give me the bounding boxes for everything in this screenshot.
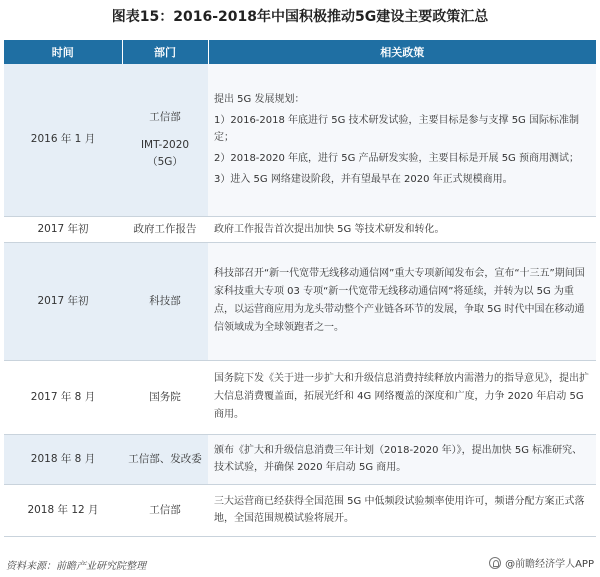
cell-policy: 政府工作报告首次提出加快 5G 等技术研发和转化。 (208, 216, 596, 242)
source-note: 资料来源：前瞻产业研究院整理 (6, 561, 146, 572)
cell-time: 2017 年 8 月 (4, 360, 122, 434)
cell-department: 工信部 (122, 484, 208, 536)
header-time: 时间 (4, 40, 122, 64)
dept-line: 工信部 (149, 111, 181, 123)
brand-label: @前瞻经济学人APP (505, 559, 594, 570)
cell-policy: 国务院下发《关于进一步扩大和升级信息消费持续释放内需潜力的指导意见》，提出扩大信息消费覆盖面，拓展光纤和 4G 网络覆盖的深度和广度，力争 2020 年启动 5G 商用。 (208, 360, 596, 434)
cell-time: 2018 年 8 月 (4, 434, 122, 484)
policy-table (4, 40, 596, 537)
header-policy: 相关政策 (208, 40, 596, 64)
cell-policy: 科技部召开“新一代宽带无线移动通信网”重大专项新闻发布会，宣布“十三五”期间国家科技重大专项 03 专项“新一代宽带无线移动通信网”将延续，并转为以 5G 为重点，以运营商应用为龙头带动整个产业链各环节的发展，争取 5G 时代中国在移动通信领域成为全球领跑者之一。 (208, 242, 596, 360)
policy-line: 2）2018-2020 年底，进行 5G 产品研发实验，主要目标是开展 5G 预商用测试； (214, 153, 579, 165)
qianzhan-logo-icon (489, 557, 501, 569)
cell-policy: 颁布《扩大和升级信息消费三年计划（2018-2020 年）》，提出加快 5G 标准研究、技术试验，并确保 2020 年启动 5G 商用。 (208, 434, 596, 484)
table-row (4, 216, 596, 242)
policy-line: 3）进入 5G 网络建设阶段，并有望最早在 2020 年正式规模商用。 (214, 174, 513, 186)
cell-time: 2017 年初 (4, 242, 122, 360)
table-row (4, 242, 596, 360)
cell-department (122, 64, 208, 216)
cell-time: 2017 年初 (4, 216, 122, 242)
cell-department: 政府工作报告 (122, 216, 208, 242)
table-row (4, 64, 596, 216)
cell-department: 工信部、发改委 (122, 434, 208, 484)
table-row (4, 434, 596, 484)
brand-watermark (489, 555, 594, 570)
chart-title: 图表15：2016-2018年中国积极推动5G建设主要政策汇总 (111, 9, 489, 25)
table-row (4, 484, 596, 536)
cell-policy (208, 64, 596, 216)
cell-department: 国务院 (122, 360, 208, 434)
table-header-row (4, 40, 596, 64)
policy-line: 1）2016-2018 年底进行 5G 技术研发试验，主要目标是参与支撑 5G 国际标准制定； (214, 115, 579, 144)
cell-policy: 三大运营商已经获得全国范围 5G 中低频段试验频率使用许可，频谱分配方案正式落地，全国范围规模试验将展开。 (208, 484, 596, 536)
policy-line: 提出 5G 发展规划： (214, 94, 305, 106)
table-row (4, 360, 596, 434)
cell-time: 2018 年 12 月 (4, 484, 122, 536)
cell-department: 科技部 (122, 242, 208, 360)
header-department: 部门 (122, 40, 208, 64)
dept-line: IMT-2020（5G） (140, 138, 190, 168)
cell-time: 2016 年 1 月 (4, 64, 122, 216)
